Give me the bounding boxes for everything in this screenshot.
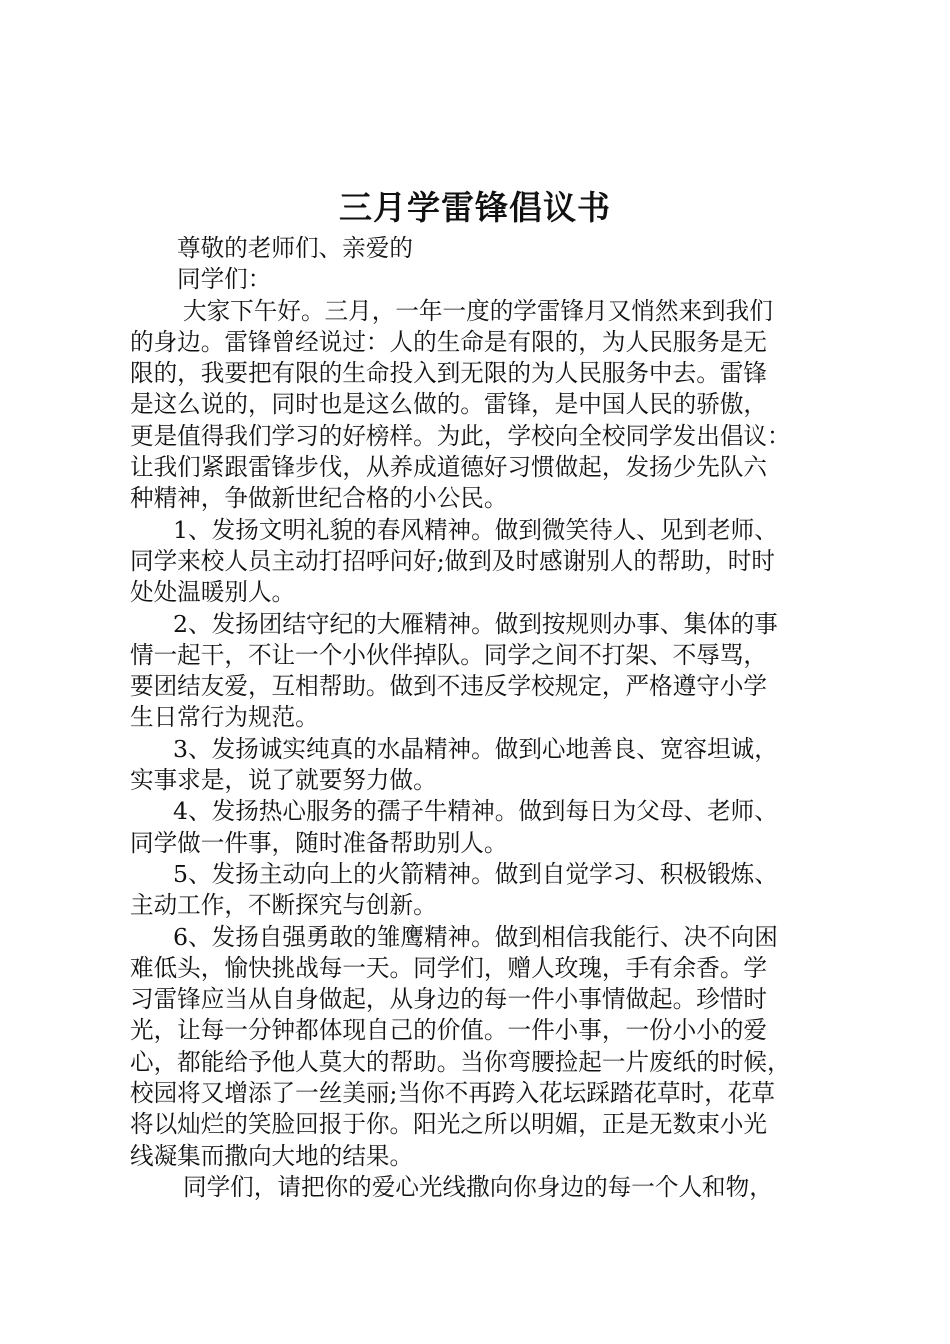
- paragraph-line: 4、发扬热心服务的孺子牛精神。做到每日为父母、老师、: [173, 797, 778, 826]
- paragraph-line: 让我们紧跟雷锋步伐，从养成道德好习惯做起，发扬少先队六: [130, 453, 768, 482]
- paragraph-line: 同学来校人员主动打招呼问好;做到及时感谢别人的帮助，时时: [130, 546, 775, 575]
- document-title: 三月学雷锋倡议书: [339, 188, 611, 227]
- paragraph-line: 大家下午好。三月，一年一度的学雷锋月又悄然来到我们: [183, 296, 773, 325]
- paragraph-line: 同学做一件事，随时准备帮助别人。: [130, 828, 508, 857]
- paragraph-line: 校园将又增添了一丝美丽;当你不再跨入花坛踩踏花草时，花草: [130, 1079, 775, 1108]
- paragraph-line: 限的，我要把有限的生命投入到无限的为人民服务中去。雷锋: [130, 359, 768, 388]
- greeting-line: 同学们：: [177, 265, 272, 294]
- paragraph-line: 实事求是，说了就要努力做。: [130, 766, 437, 795]
- paragraph-line: 习雷锋应当从自身做起，从身边的每一件小事情做起。珍惜时: [130, 985, 768, 1014]
- paragraph-line: 难低头，愉快挑战每一天。同学们，赠人玫瑰，手有余香。学: [130, 953, 768, 982]
- paragraph-line: 是这么说的，同时也是这么做的。雷锋，是中国人民的骄傲，: [130, 390, 768, 419]
- paragraph-line: 2、发扬团结守纪的大雁精神。做到按规则办事、集体的事: [173, 609, 778, 638]
- paragraph-line: 5、发扬主动向上的火箭精神。做到自觉学习、积极锻炼、: [173, 859, 778, 888]
- paragraph-line: 线凝集而撒向大地的结果。: [130, 1141, 414, 1170]
- paragraph-line: 更是值得我们学习的好榜样。为此，学校向全校同学发出倡议：: [130, 421, 791, 450]
- document-body: [130, 233, 842, 1203]
- paragraph-line: 6、发扬自强勇敢的雏鹰精神。做到相信我能行、决不向困: [173, 922, 778, 951]
- paragraph-line: 处处温暖别人。: [130, 578, 296, 607]
- paragraph-line: 的身边。雷锋曾经说过：人的生命是有限的，为人民服务是无: [130, 327, 768, 356]
- paragraph-line: 生日常行为规范。: [130, 703, 319, 732]
- paragraph-line: 1、发扬文明礼貌的春风精神。做到微笑待人、见到老师、: [173, 515, 778, 544]
- paragraph-line: 心，都能给予他人莫大的帮助。当你弯腰捡起一片废纸的时候，: [130, 1047, 791, 1076]
- paragraph-line: 主动工作，不断探究与创新。: [130, 891, 437, 920]
- paragraph-line: 光，让每一分钟都体现自己的价值。一件小事，一份小小的爱: [130, 1016, 768, 1045]
- paragraph-line: 情一起干，不让一个小伙伴掉队。同学之间不打架、不辱骂，: [130, 640, 768, 669]
- paragraph-line: 同学们，请把你的爱心光线撒向你身边的每一个人和物，: [183, 1172, 773, 1201]
- paragraph-line: 种精神，争做新世纪合格的小公民。: [130, 484, 508, 513]
- paragraph-line: 将以灿烂的笑脸回报于你。阳光之所以明媚，正是无数束小光: [130, 1110, 768, 1139]
- greeting-line: 尊敬的老师们、亲爱的: [177, 234, 413, 262]
- paragraph-line: 3、发扬诚实纯真的水晶精神。做到心地善良、宽容坦诚，: [173, 734, 778, 763]
- paragraph-line: 要团结友爱，互相帮助。做到不违反学校规定，严格遵守小学: [130, 672, 768, 701]
